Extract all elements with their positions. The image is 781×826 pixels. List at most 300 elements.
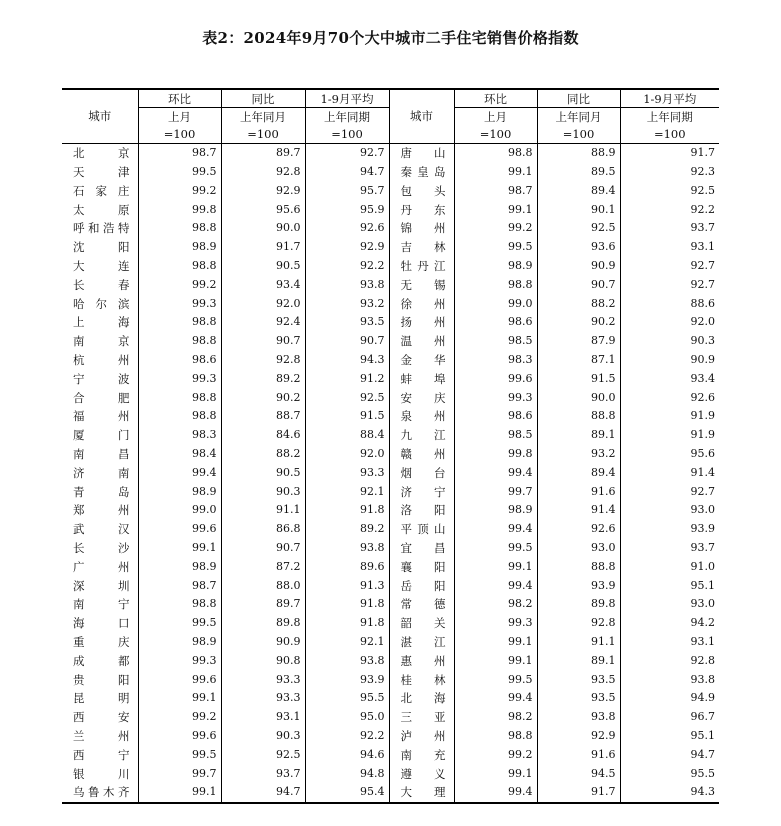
hb-value: 99.3 xyxy=(138,294,221,313)
tb-value: 92.5 xyxy=(537,219,620,238)
tb-value: 92.6 xyxy=(537,520,620,539)
avg-value: 91.9 xyxy=(620,407,719,426)
hb-value: 98.8 xyxy=(138,595,221,614)
city-name: 广州 xyxy=(73,559,130,574)
hb-value: 98.8 xyxy=(454,727,537,746)
avg-value: 90.9 xyxy=(620,351,719,370)
hb-value: 98.6 xyxy=(454,407,537,426)
tb-value: 93.3 xyxy=(221,670,305,689)
avg-value: 91.7 xyxy=(620,143,719,162)
hb-value: 98.8 xyxy=(454,275,537,294)
city-name: 襄阳 xyxy=(389,557,454,576)
tb-value: 88.2 xyxy=(221,445,305,464)
tb-value: 92.9 xyxy=(221,181,305,200)
city-name: 常德 xyxy=(389,595,454,614)
city-name: 锦州 xyxy=(389,219,454,238)
city-name: 西宁 xyxy=(73,747,130,762)
hb-value: 99.1 xyxy=(454,163,537,182)
hb-value: 99.8 xyxy=(454,445,537,464)
city-name: 南充 xyxy=(389,745,454,764)
city-name: 西安 xyxy=(73,710,130,725)
avg-value: 95.7 xyxy=(305,181,389,200)
avg-value: 94.7 xyxy=(305,163,389,182)
tb-value: 89.8 xyxy=(221,614,305,633)
avg-value: 92.2 xyxy=(305,727,389,746)
hb-header-right: 环比 xyxy=(454,89,537,108)
tb-value: 88.2 xyxy=(537,294,620,313)
avg-value: 92.8 xyxy=(620,651,719,670)
avg-value: 92.6 xyxy=(620,388,719,407)
hb-value: 99.1 xyxy=(138,539,221,558)
tb-value: 93.0 xyxy=(537,539,620,558)
city-name: 合肥 xyxy=(73,390,130,405)
tb-value: 90.1 xyxy=(537,200,620,219)
city-name: 宜昌 xyxy=(389,539,454,558)
hb-value: 99.5 xyxy=(454,670,537,689)
city-name: 石家庄 xyxy=(73,183,130,198)
tb-value: 90.2 xyxy=(221,388,305,407)
avg-value: 92.7 xyxy=(620,275,719,294)
avg-value: 92.0 xyxy=(620,313,719,332)
hb-value: 99.6 xyxy=(138,670,221,689)
hb-value: 98.8 xyxy=(138,219,221,238)
avg-value: 91.5 xyxy=(305,407,389,426)
city-name: 宁波 xyxy=(73,371,130,386)
tb-base-right: =100 xyxy=(537,126,620,144)
city-name: 九江 xyxy=(389,426,454,445)
table-row xyxy=(62,388,719,407)
table-row xyxy=(62,181,719,200)
hb-value: 99.2 xyxy=(454,219,537,238)
avg-value: 92.2 xyxy=(305,257,389,276)
tb-value: 90.7 xyxy=(221,332,305,351)
city-name: 扬州 xyxy=(389,313,454,332)
city-name: 安庆 xyxy=(389,388,454,407)
avg-value: 91.8 xyxy=(305,614,389,633)
avg-value: 93.9 xyxy=(620,520,719,539)
avg-value: 91.8 xyxy=(305,501,389,520)
hb-value: 99.5 xyxy=(138,614,221,633)
city-name: 惠州 xyxy=(389,651,454,670)
tb-value: 87.9 xyxy=(537,332,620,351)
avg-value: 92.1 xyxy=(305,482,389,501)
avg-value: 93.8 xyxy=(305,275,389,294)
city-name: 济宁 xyxy=(389,482,454,501)
tb-value: 89.4 xyxy=(537,463,620,482)
tb-value: 88.0 xyxy=(221,576,305,595)
tb-value: 90.5 xyxy=(221,463,305,482)
hb-value: 99.0 xyxy=(138,501,221,520)
avg-value: 93.1 xyxy=(620,238,719,257)
tb-value: 94.7 xyxy=(221,783,305,803)
city-name: 海口 xyxy=(73,616,130,631)
table-body xyxy=(62,143,719,802)
tb-subheader: 上年同月 xyxy=(221,108,305,126)
city-name: 成都 xyxy=(73,653,130,668)
city-name: 银川 xyxy=(73,766,130,781)
tb-value: 91.4 xyxy=(537,501,620,520)
city-name: 长春 xyxy=(73,277,130,292)
hb-value: 99.5 xyxy=(138,163,221,182)
avg-value: 93.4 xyxy=(620,369,719,388)
city-name: 赣州 xyxy=(389,445,454,464)
city-name: 青岛 xyxy=(73,484,130,499)
tb-value: 90.8 xyxy=(221,651,305,670)
table-row xyxy=(62,727,719,746)
city-name: 厦门 xyxy=(73,428,130,443)
tb-value: 93.2 xyxy=(537,445,620,464)
table-row xyxy=(62,557,719,576)
hb-value: 99.4 xyxy=(454,783,537,803)
avg-value: 92.3 xyxy=(620,163,719,182)
tb-value: 93.9 xyxy=(537,576,620,595)
city-name: 北京 xyxy=(73,146,130,161)
avg-value: 91.2 xyxy=(305,369,389,388)
city-name: 平顶山 xyxy=(389,520,454,539)
tb-value: 90.0 xyxy=(537,388,620,407)
table-row xyxy=(62,200,719,219)
table-row xyxy=(62,219,719,238)
tb-value: 90.7 xyxy=(221,539,305,558)
hb-value: 99.1 xyxy=(138,783,221,803)
table-row xyxy=(62,689,719,708)
tb-value: 93.1 xyxy=(221,708,305,727)
table-row xyxy=(62,163,719,182)
city-name: 武汉 xyxy=(73,522,130,537)
avg-value: 90.3 xyxy=(620,332,719,351)
tb-value: 91.7 xyxy=(221,238,305,257)
hb-value: 99.4 xyxy=(138,463,221,482)
tb-header: 同比 xyxy=(221,89,305,108)
avg-value: 89.2 xyxy=(305,520,389,539)
table-row xyxy=(62,257,719,276)
avg-value: 92.2 xyxy=(620,200,719,219)
tb-value: 89.5 xyxy=(537,163,620,182)
avg-value: 93.9 xyxy=(305,670,389,689)
table-row xyxy=(62,576,719,595)
hb-value: 98.9 xyxy=(454,501,537,520)
table-row xyxy=(62,520,719,539)
tb-value: 87.2 xyxy=(221,557,305,576)
tb-value: 90.2 xyxy=(537,313,620,332)
table-row xyxy=(62,670,719,689)
city-name: 乌鲁木齐 xyxy=(62,783,138,803)
tb-value: 86.8 xyxy=(221,520,305,539)
table-row xyxy=(62,595,719,614)
avg-value: 95.5 xyxy=(620,764,719,783)
tb-value: 88.9 xyxy=(537,143,620,162)
avg-value: 92.7 xyxy=(620,482,719,501)
city-name: 昆明 xyxy=(73,691,130,706)
hb-value: 98.4 xyxy=(138,445,221,464)
hb-value: 99.1 xyxy=(454,200,537,219)
city-name: 无锡 xyxy=(389,275,454,294)
hb-value: 98.8 xyxy=(138,407,221,426)
hb-subheader-right: 上月 xyxy=(454,108,537,126)
table-row xyxy=(62,764,719,783)
city-name: 金华 xyxy=(389,351,454,370)
tb-value: 94.5 xyxy=(537,764,620,783)
tb-value: 89.7 xyxy=(221,595,305,614)
city-name: 贵阳 xyxy=(73,672,130,687)
city-name: 杭州 xyxy=(73,353,130,368)
hb-value: 99.3 xyxy=(454,388,537,407)
city-name: 岳阳 xyxy=(389,576,454,595)
tb-value: 89.1 xyxy=(537,651,620,670)
avg-value: 95.9 xyxy=(305,200,389,219)
avg-value: 95.0 xyxy=(305,708,389,727)
city-name: 沈阳 xyxy=(73,240,130,255)
avg-value: 95.1 xyxy=(620,576,719,595)
hb-value: 98.9 xyxy=(138,633,221,652)
avg-base: =100 xyxy=(305,126,389,144)
avg-value: 93.8 xyxy=(305,651,389,670)
avg-value: 92.6 xyxy=(305,219,389,238)
tb-value: 91.7 xyxy=(537,783,620,803)
tb-value: 91.1 xyxy=(221,501,305,520)
hb-value: 99.7 xyxy=(138,764,221,783)
page-title: 表2：2024年9月70个大中城市二手住宅销售价格指数 xyxy=(202,29,579,47)
city-name: 南昌 xyxy=(73,447,130,462)
tb-value: 93.4 xyxy=(221,275,305,294)
hb-value: 99.1 xyxy=(454,764,537,783)
hb-value: 99.5 xyxy=(454,238,537,257)
hb-value: 99.5 xyxy=(138,745,221,764)
tb-value: 87.1 xyxy=(537,351,620,370)
table-row xyxy=(62,651,719,670)
hb-value: 98.8 xyxy=(138,313,221,332)
hb-value: 99.4 xyxy=(454,463,537,482)
hb-value: 99.6 xyxy=(454,369,537,388)
hb-value: 99.1 xyxy=(454,651,537,670)
city-name: 丹东 xyxy=(389,200,454,219)
avg-value: 88.6 xyxy=(620,294,719,313)
table-row xyxy=(62,332,719,351)
hb-value: 98.9 xyxy=(454,257,537,276)
avg-value: 91.3 xyxy=(305,576,389,595)
avg-value: 94.9 xyxy=(620,689,719,708)
city-name: 兰州 xyxy=(73,728,130,743)
avg-value: 95.4 xyxy=(305,783,389,803)
avg-value: 92.5 xyxy=(620,181,719,200)
city-name: 重庆 xyxy=(73,635,130,649)
hb-value: 99.4 xyxy=(454,576,537,595)
hb-base-right: =100 xyxy=(454,126,537,144)
hb-value: 98.7 xyxy=(454,181,537,200)
city-name: 三亚 xyxy=(389,708,454,727)
avg-value: 94.8 xyxy=(305,764,389,783)
hb-value: 98.5 xyxy=(454,426,537,445)
tb-value: 84.6 xyxy=(221,426,305,445)
city-name: 温州 xyxy=(389,332,454,351)
avg-value: 94.7 xyxy=(620,745,719,764)
hb-value: 98.8 xyxy=(138,332,221,351)
hb-value: 98.2 xyxy=(454,708,537,727)
city-name: 南京 xyxy=(73,334,130,349)
table-row xyxy=(62,369,719,388)
tb-value: 88.7 xyxy=(221,407,305,426)
hb-subheader: 上月 xyxy=(138,108,221,126)
hb-value: 98.8 xyxy=(138,257,221,276)
table-row xyxy=(62,783,719,803)
city-name: 福州 xyxy=(73,409,130,424)
tb-value: 88.8 xyxy=(537,407,620,426)
city-name: 吉林 xyxy=(389,238,454,257)
table-row xyxy=(62,275,719,294)
avg-value: 88.4 xyxy=(305,426,389,445)
tb-value: 90.5 xyxy=(221,257,305,276)
avg-header-right: 1-9月平均 xyxy=(620,89,719,108)
tb-value: 93.7 xyxy=(221,764,305,783)
avg-value: 91.4 xyxy=(620,463,719,482)
hb-value: 98.9 xyxy=(138,238,221,257)
city-name: 长沙 xyxy=(73,541,130,556)
avg-value: 95.6 xyxy=(620,445,719,464)
hb-value: 98.7 xyxy=(138,576,221,595)
avg-subheader-right: 上年同期 xyxy=(620,108,719,126)
hb-value: 99.2 xyxy=(138,181,221,200)
avg-value: 93.8 xyxy=(620,670,719,689)
table-row xyxy=(62,313,719,332)
tb-value: 92.8 xyxy=(221,163,305,182)
table-row xyxy=(62,143,719,162)
tb-value: 88.8 xyxy=(537,557,620,576)
table-row xyxy=(62,614,719,633)
avg-value: 94.6 xyxy=(305,745,389,764)
city-name: 桂林 xyxy=(389,670,454,689)
city-name: 太原 xyxy=(73,202,130,217)
hb-value: 99.3 xyxy=(138,369,221,388)
city-name: 南宁 xyxy=(73,597,130,612)
city-name: 天津 xyxy=(73,165,130,180)
hb-value: 99.1 xyxy=(454,557,537,576)
hb-value: 99.2 xyxy=(454,745,537,764)
hb-value: 98.9 xyxy=(138,557,221,576)
hb-value: 99.2 xyxy=(138,708,221,727)
avg-value: 91.8 xyxy=(305,595,389,614)
avg-value: 91.9 xyxy=(620,426,719,445)
tb-value: 92.8 xyxy=(221,351,305,370)
tb-value: 89.1 xyxy=(537,426,620,445)
table-row xyxy=(62,501,719,520)
avg-value: 93.7 xyxy=(620,219,719,238)
tb-value: 92.0 xyxy=(221,294,305,313)
table-row xyxy=(62,633,719,652)
tb-value: 90.0 xyxy=(221,219,305,238)
hb-value: 99.6 xyxy=(138,727,221,746)
tb-value: 90.3 xyxy=(221,727,305,746)
avg-value: 92.0 xyxy=(305,445,389,464)
hb-value: 99.4 xyxy=(454,689,537,708)
table-row xyxy=(62,238,719,257)
tb-base: =100 xyxy=(221,126,305,144)
hb-header: 环比 xyxy=(138,89,221,108)
hb-value: 99.1 xyxy=(454,633,537,652)
hb-value: 99.1 xyxy=(138,689,221,708)
avg-value: 91.0 xyxy=(620,557,719,576)
avg-value: 92.5 xyxy=(305,388,389,407)
city-name: 哈尔滨 xyxy=(73,296,130,311)
city-name: 遵义 xyxy=(389,764,454,783)
avg-value: 93.7 xyxy=(620,539,719,558)
avg-value: 93.3 xyxy=(305,463,389,482)
tb-value: 93.3 xyxy=(221,689,305,708)
tb-value: 91.6 xyxy=(537,482,620,501)
avg-value: 92.1 xyxy=(305,633,389,652)
tb-value: 93.8 xyxy=(537,708,620,727)
tb-value: 92.5 xyxy=(221,745,305,764)
hb-value: 98.6 xyxy=(454,313,537,332)
tb-value: 93.6 xyxy=(537,238,620,257)
table-row xyxy=(62,351,719,370)
avg-value: 93.2 xyxy=(305,294,389,313)
hb-value: 98.3 xyxy=(454,351,537,370)
city-name: 深圳 xyxy=(73,578,130,593)
tb-value: 93.5 xyxy=(537,670,620,689)
city-name: 唐山 xyxy=(389,143,454,162)
avg-value: 90.7 xyxy=(305,332,389,351)
tb-value: 90.3 xyxy=(221,482,305,501)
table-row xyxy=(62,294,719,313)
avg-value: 89.6 xyxy=(305,557,389,576)
tb-value: 92.4 xyxy=(221,313,305,332)
city-name: 大连 xyxy=(73,259,130,274)
tb-value: 90.9 xyxy=(537,257,620,276)
city-name: 烟台 xyxy=(389,463,454,482)
city-name: 秦皇岛 xyxy=(389,163,454,182)
city-name: 泸州 xyxy=(389,727,454,746)
tb-value: 89.7 xyxy=(221,143,305,162)
tb-value: 89.8 xyxy=(537,595,620,614)
tb-value: 91.5 xyxy=(537,369,620,388)
avg-base-right: =100 xyxy=(620,126,719,144)
city-name: 大理 xyxy=(389,783,454,803)
table-row xyxy=(62,539,719,558)
hb-value: 98.8 xyxy=(138,388,221,407)
tb-value: 91.6 xyxy=(537,745,620,764)
avg-value: 94.3 xyxy=(620,783,719,803)
hb-value: 99.6 xyxy=(138,520,221,539)
hb-value: 98.5 xyxy=(454,332,537,351)
city-name: 泉州 xyxy=(389,407,454,426)
city-name: 北海 xyxy=(389,689,454,708)
city-name: 湛江 xyxy=(389,633,454,652)
city-name: 蚌埠 xyxy=(389,369,454,388)
hb-value: 99.4 xyxy=(454,520,537,539)
avg-value: 94.2 xyxy=(620,614,719,633)
city-name: 济南 xyxy=(73,465,130,480)
tb-subheader-right: 上年同月 xyxy=(537,108,620,126)
city-name: 上海 xyxy=(73,315,130,330)
tb-value: 90.7 xyxy=(537,275,620,294)
tb-value: 90.9 xyxy=(221,633,305,652)
city-name: 韶关 xyxy=(389,614,454,633)
city-name: 包头 xyxy=(389,181,454,200)
city-header: 城市 xyxy=(62,89,138,143)
city-name: 郑州 xyxy=(73,503,130,518)
avg-value: 95.1 xyxy=(620,727,719,746)
table-row xyxy=(62,745,719,764)
hb-value: 98.7 xyxy=(138,143,221,162)
city-name: 洛阳 xyxy=(389,501,454,520)
hb-value: 99.5 xyxy=(454,539,537,558)
hb-value: 99.8 xyxy=(138,200,221,219)
tb-value: 92.8 xyxy=(537,614,620,633)
city-name: 呼和浩特 xyxy=(73,221,130,236)
avg-value: 94.3 xyxy=(305,351,389,370)
table-row xyxy=(62,426,719,445)
price-index-table xyxy=(62,88,719,804)
